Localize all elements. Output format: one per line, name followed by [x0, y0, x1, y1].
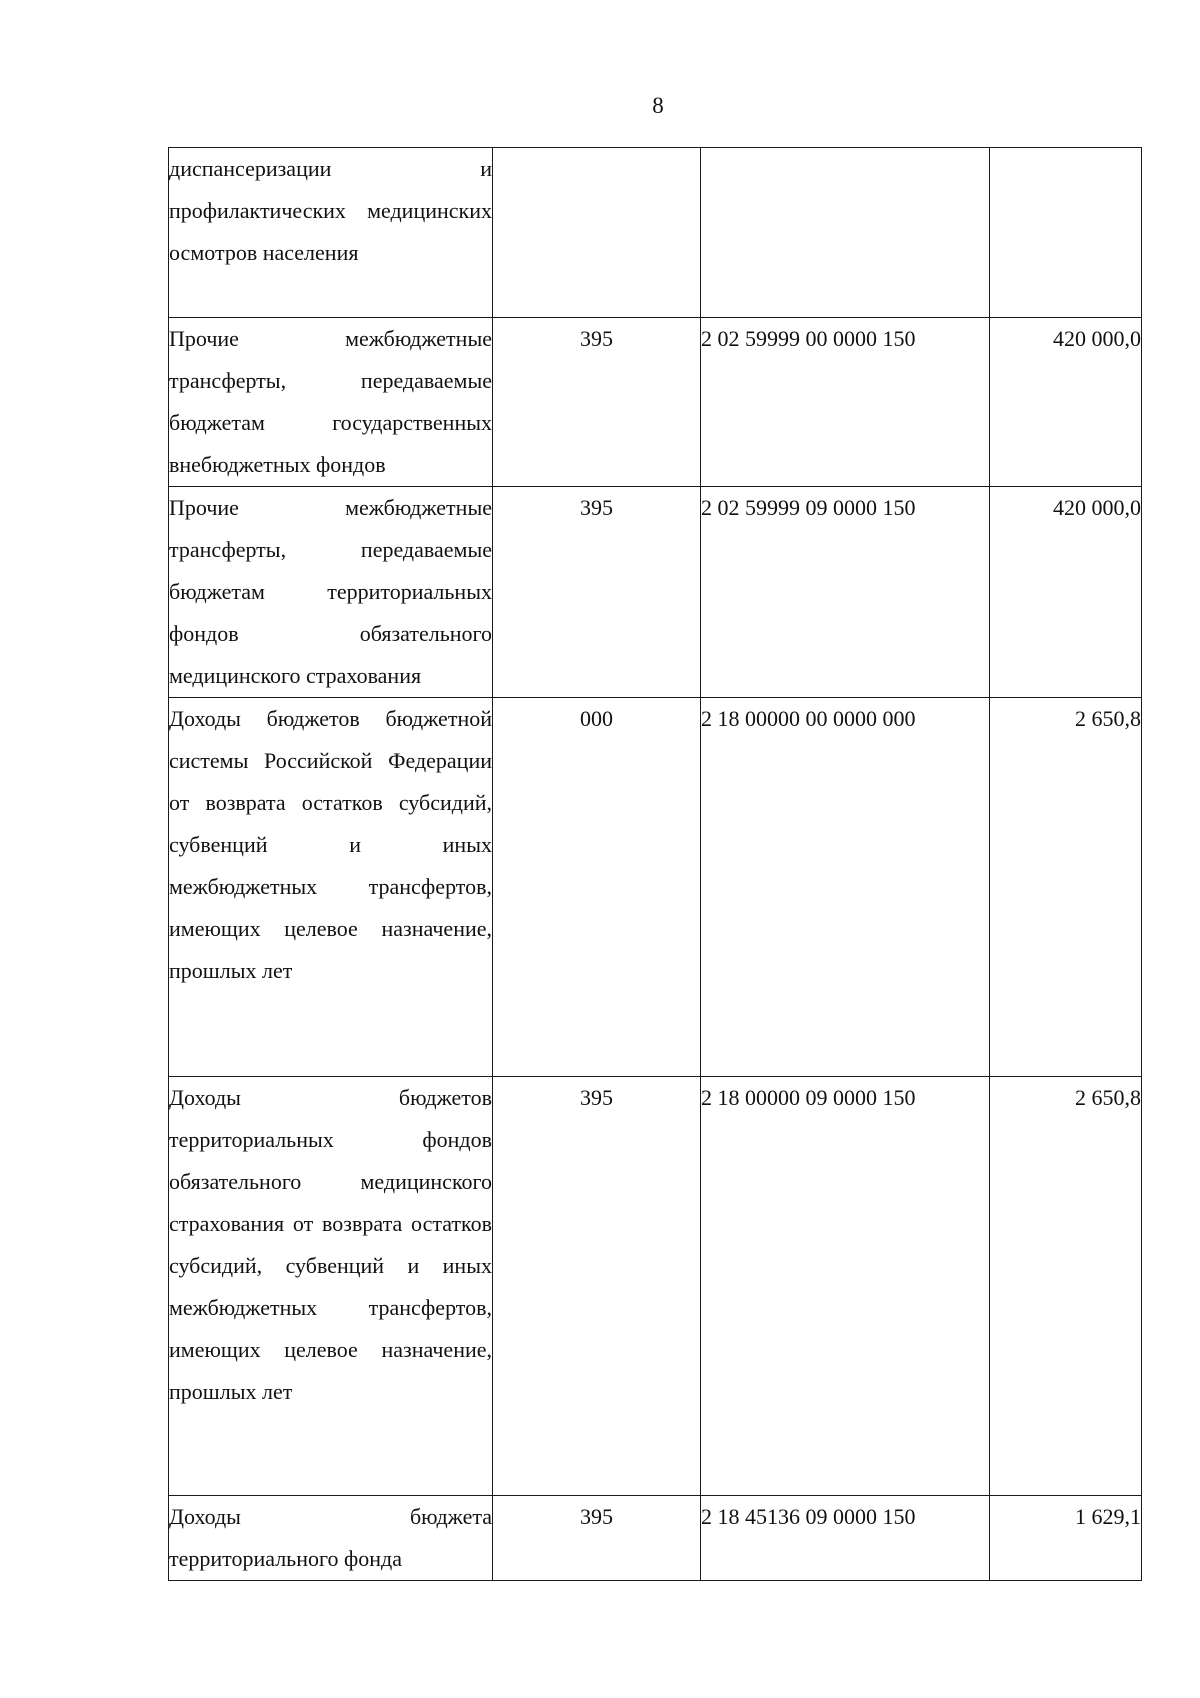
table-row — [169, 1077, 1142, 1496]
admin-code-cell: 000 — [493, 698, 701, 1077]
amount-cell: 420 000,0 — [990, 487, 1142, 698]
amount-cell: 2 650,8 — [990, 698, 1142, 1077]
revenue-name-cell: диспансеризации и профилактических медицинских осмотров населения — [169, 148, 493, 318]
page-number: 8 — [652, 93, 664, 118]
table-row — [169, 698, 1142, 1077]
budget-classification-code-cell: 2 18 00000 09 0000 150 — [701, 1077, 990, 1496]
budget-classification-code-cell: 2 02 59999 00 0000 150 — [701, 318, 990, 487]
amount-cell: 2 650,8 — [990, 1077, 1142, 1496]
amount-cell: 420 000,0 — [990, 318, 1142, 487]
amount-cell — [990, 148, 1142, 318]
revenue-table — [168, 147, 1142, 1581]
table-row — [169, 487, 1142, 698]
budget-classification-code-cell: 2 02 59999 09 0000 150 — [701, 487, 990, 698]
revenue-name-cell: Доходы бюджетов территориальных фондов обязательного медицинского страхования от возврата остатков субсидий, субвенций и иных межбюджетных трансфертов, имеющих целевое назначение, прошлых лет — [169, 1077, 493, 1496]
table-row — [169, 1496, 1142, 1581]
budget-classification-code-cell — [701, 148, 990, 318]
revenue-name-cell: Прочие межбюджетные трансферты, передаваемые бюджетам территориальных фондов обязательного медицинского страхования — [169, 487, 493, 698]
budget-classification-code-cell: 2 18 00000 00 0000 000 — [701, 698, 990, 1077]
table-row — [169, 148, 1142, 318]
admin-code-cell — [493, 148, 701, 318]
revenue-name-cell: Доходы бюджетов бюджетной системы Российской Федерации от возврата остатков субсидий, субвенций и иных межбюджетных трансфертов, имеющих целевое назначение, прошлых лет — [169, 698, 493, 1077]
table-row — [169, 318, 1142, 487]
revenue-name-cell: Прочие межбюджетные трансферты, передаваемые бюджетам государственных внебюджетных фондов — [169, 318, 493, 487]
admin-code-cell: 395 — [493, 1496, 701, 1581]
admin-code-cell: 395 — [493, 318, 701, 487]
admin-code-cell: 395 — [493, 1077, 701, 1496]
amount-cell: 1 629,1 — [990, 1496, 1142, 1581]
budget-classification-code-cell: 2 18 45136 09 0000 150 — [701, 1496, 990, 1581]
admin-code-cell: 395 — [493, 487, 701, 698]
revenue-name-cell: Доходы бюджета территориального фонда — [169, 1496, 493, 1581]
